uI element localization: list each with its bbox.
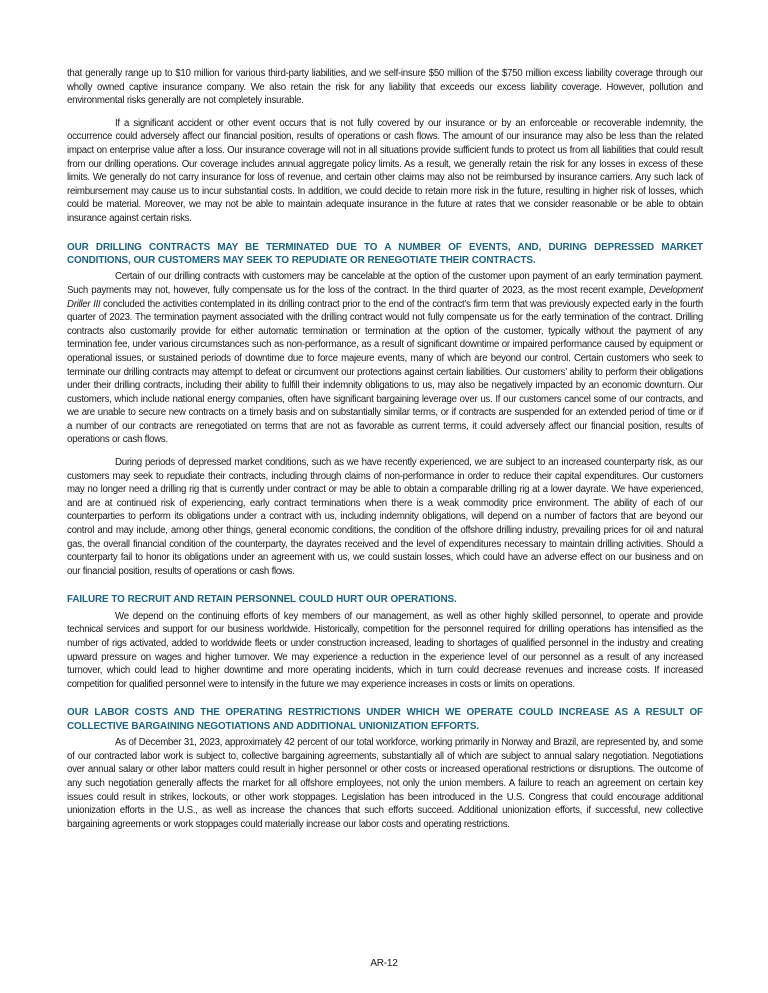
page-number: AR-12 <box>370 958 398 969</box>
body-paragraph: We depend on the continuing efforts of key members of our management, as well as other highly skilled personnel, to operate and provide technical services and support for our business worldwide. Historically, competition for the personnel required for drilling operations has intensified as the number of rigs activated, added to worldwide fleets or under construction increased, leading to shortages of qualified personnel in the industry and creating upward pressure on wages and higher turnover. We may experience a reduction in the experience level of our personnel as a result of any increased turnover, which could lead to higher downtime and more operating incidents, which in turn could decrease revenues and increase costs. If increased competition for qualified personnel were to intensify in the future we may experience increases in costs or limits on operations. <box>67 610 703 690</box>
body-paragraph: that generally range up to $10 million for various third-party liabilities, and we self-insure $50 million of the $750 million excess liability coverage through our wholly owned captive insurance company. We also retain the risk for any liability that exceeds our excess liability coverage. However, pollution and environmental risks generally are not completely insurable. <box>67 68 703 107</box>
section-heading-labor-costs: OUR LABOR COSTS AND THE OPERATING RESTRICTIONS UNDER WHICH WE OPERATE COULD INCREASE AS A RESULT OF COLLECTIVE BARGAINING NEGOTIATIONS AND ADDITIONAL UNIONIZATION EFFORTS. <box>67 707 703 732</box>
body-paragraph: If a significant accident or other event occurs that is not fully covered by our insurance or by an enforceable or recoverable indemnity, the occurrence could adversely affect our financial position, results of operations or cash flows. The amount of our insurance may also be less than the related impact on enterprise value after a loss. Our insurance coverage will not in all situations provide sufficient funds to protect us from all liabilities that could result from our drilling operations. Our coverage includes annual aggregate policy limits. As a result, we generally retain the risk for any losses in excess of these limits. We generally do not carry insurance for loss of revenue, and certain other claims may also not be reimbursed by insurance carriers. Any such lack of reimbursement may cause us to incur substantial costs. In addition, we could decide to retain more risk in the future, resulting in higher risk of losses, which could be material. Moreover, we may not be able to maintain adequate insurance in the future at rates that we consider reasonable or be able to obtain insurance against certain risks. <box>67 117 703 224</box>
body-paragraph <box>67 270 703 447</box>
rig-name: Development Driller III <box>67 284 703 310</box>
section-heading-drilling-contracts: OUR DRILLING CONTRACTS MAY BE TERMINATED DUE TO A NUMBER OF EVENTS, AND, DURING DEPRESSED MARKET CONDITIONS, OUR CUSTOMERS MAY SEEK TO REPUDIATE OR RENEGOTIATE THEIR CONTRACTS. <box>67 241 703 266</box>
paragraph-text: concluded the activities contemplated in its drilling contract prior to the end of the contract’s firm term that was previously expected early in the fourth quarter of 2023. The termination payment associated with the drilling contract would not fully compensate us for the early termination of the contract. Drilling contracts also customarily provide for either automatic termination or termination at the option of the customer, typically without the payment of any termination fee, under various circumstances such as non-performance, as a result of significant downtime or impaired performance caused by equipment or operational issues, or sustained periods of downtime due to force majeure events, many of which are beyond our control. Certain customers who seek to terminate our drilling contracts may attempt to defeat or circumvent our protections against certain liabilities. Our customers’ ability to perform their obligations under their drilling contracts, including their ability to fulfill their indemnity obligations to us, may also be negatively impacted by an economic downturn. Our customers, which include national energy companies, often have significant bargaining leverage over us. If our customers cancel some of our contracts, and we are unable to secure new contracts on a timely basis and on substantially similar terms, or if contracts are suspended for an extended period of time or if a number of our contracts are renegotiated on terms that are not as favorable as current terms, it could adversely affect our financial position, results of operations or cash flows. <box>67 298 703 446</box>
section-heading-personnel: FAILURE TO RECRUIT AND RETAIN PERSONNEL COULD HURT OUR OPERATIONS. <box>67 594 457 606</box>
paragraph-text: Certain of our drilling contracts with customers may be cancelable at the option of the customer upon payment of an early termination payment. Such payments may not, however, fully compensate us for the loss of the contract. In the third quarter of 2023, as the most recent example, <box>67 271 703 296</box>
document-page <box>67 67 703 831</box>
body-paragraph: During periods of depressed market conditions, such as we have recently experienced, we are subject to an increased counterparty risk, as our customers may seek to repudiate their contracts, including through claims of non-performance in order to reduce their capital expenditures. Our customers may no longer need a drilling rig that is currently under contract or may be able to obtain a comparable drilling rig at a lower dayrate. We have experienced, and are at continued risk of experiencing, early contract terminations when there is a weak commodity price environment. The ability of each of our counterparties to perform its obligations under a contract with us, including indemnity obligations, will depend on a number of factors that are beyond our control and may include, among other things, general economic conditions, the condition of the offshore drilling industry, prevailing prices for oil and natural gas, the overall financial condition of the counterparty, the dayrates received and the level of expenditures necessary to maintain drilling activities. Should a counterparty fail to honor its obligations under an agreement with us, we could sustain losses, which could have an adverse effect on our business and on our financial position, results of operations or cash flows. <box>67 457 703 577</box>
body-paragraph: As of December 31, 2023, approximately 42 percent of our total workforce, working primarily in Norway and Brazil, are represented by, and some of our contracted labor work is subject to, collective bargaining agreements, substantially all of which are subject to annual salary negotiation. Negotiations over annual salary or other labor matters could result in higher personnel or other costs or increased operational restrictions or disruptions. The outcome of any such negotiation generally affects the market for all offshore employees, not only the union members. A failure to reach an agreement on certain key issues could result in strikes, lockouts, or other work stoppages. Legislation has been introduced in the U.S. Congress that could encourage additional unionization efforts in the U.S., as well as increase the chances that such efforts succeed. Additional unionization efforts, if successful, new collective bargaining agreements or work stoppages could materially increase our labor costs and operating restrictions. <box>67 737 703 830</box>
